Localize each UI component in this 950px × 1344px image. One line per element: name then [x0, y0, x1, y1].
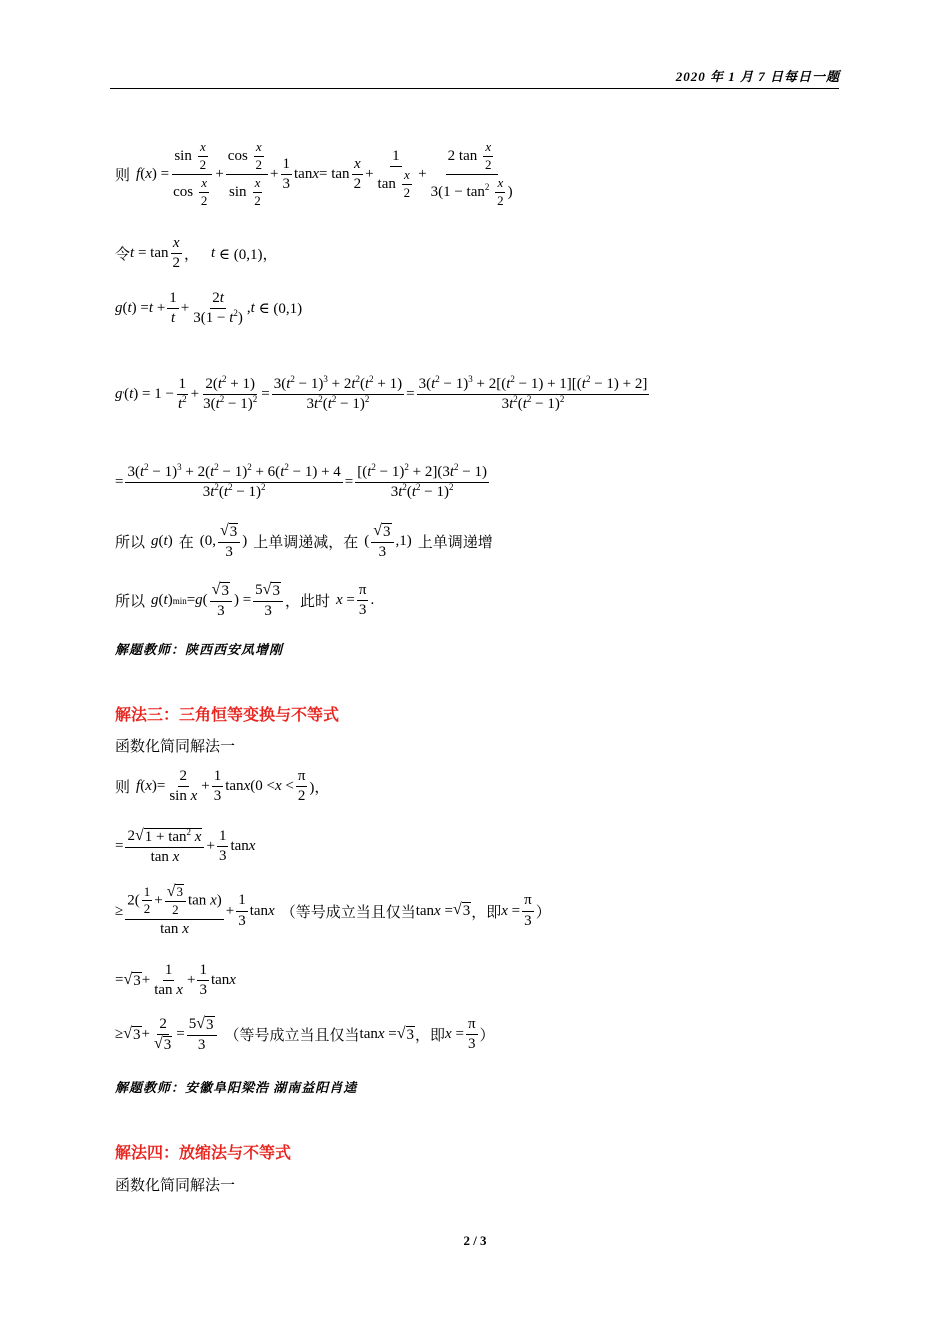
suoyi-label-2: 所以: [115, 594, 146, 611]
fx-expression: 则 f ( x ) = sin $\frac{x}{2}$ cos $\frac{x}{2}$ + cos $\frac{x}{2}$ sin $\frac{x}{2}$ + $\frac{1}{3}$ tan x = tan $\frac{x}{2}$ + 1 tan $\frac{x}{2}$ + 2 tan $\frac{x}{2}$ $3(1 - \tan^2$ $\frac{x}{2}$ ): [115, 139, 513, 208]
cishi-label: ，此时: [284, 594, 330, 611]
suoyi-label: 所以: [115, 535, 146, 552]
equality-note-2: （等号成立当且仅当: [224, 1028, 360, 1045]
gt-definition: g ( t ) = t + $\frac{1}{t}$ + $\frac{2t}{3(1 - t^2)}$ , t ∈ (0,1): [115, 290, 303, 327]
increasing-label: 上单调递增: [417, 535, 493, 552]
close-paren: ）: [535, 904, 551, 921]
close-paren-2: ）: [479, 1028, 495, 1045]
substitution-line: 令 t = tan $\frac{x}{2}$ ， t ∈ (0,1)，: [115, 235, 278, 272]
solution4-intro: 函数化简同解法一: [115, 1178, 236, 1194]
minimum-line: 所以 g ( t ) min = g ( √ 3 3 ) = 5 √ 3 3 ，此时 x = $\frac{\pi}{3}$ .: [115, 581, 375, 619]
solution4-heading: 解法四：放缩法与不等式: [115, 1143, 292, 1162]
sol3-step3: = √ 3 + $\frac{1}{\text{tan x}}$ + $\frac{1}{3}$ tan x: [115, 962, 236, 999]
ling-label: 令: [115, 247, 131, 264]
sol3-step2: ≥ 2( $\frac{1}{2}$ + √ 3 2 tan x) tan x + $\frac{1}{3}$ tan x （等号成立当且仅当 tan x = √ 3 ，即 x = $\frac{\pi}{3}$ ）: [115, 883, 551, 937]
sol3-step4: ≥ √ 3 + 2 √ 3 = 5 √ 3 3 （等号成立当且仅当 tan x = √ 3 ，即 x = $\frac{\pi}{3}$ ）: [115, 1015, 495, 1054]
gt-derivative-cont: = $\frac{3(t^2 - 1)^3 + 2(t^2 - 1)^2 + 6(t^2 - 1) + 4}{3t^2(t^2 - 1)^2}$ = $\frac{[(t^2 - 1)^2 + 2](3t^2 - 1)}{3t^2(t^2 - 1)^2}$: [115, 462, 487, 501]
ji-label: ，即: [471, 904, 502, 921]
decreasing-label: 上单调递减，在: [253, 535, 359, 552]
monotonicity-line: 所以 g ( t ) 在 (0, √ 3 3 ) 上单调递减，在 ( √ 3 3 ,1) 上单调递增: [115, 522, 493, 560]
sol3-step1: = 2 √ $1 + \tan^2 x$ tan x + $\frac{1}{3}$ tan x: [115, 827, 256, 865]
teacher-credit-3: 解题教师：安徽阜阳梁浩 湖南益阳肖逵: [115, 1080, 358, 1095]
solution3-intro: 函数化简同解法一: [115, 739, 236, 755]
document-header: 2020 年 1 月 7 日每日一题: [675, 69, 840, 84]
zai-label: 在: [178, 535, 194, 552]
ze-label: 则: [115, 167, 131, 184]
ji-label-2: ，即: [415, 1028, 446, 1045]
header-rule: [110, 88, 839, 89]
equality-note: （等号成立当且仅当: [280, 904, 416, 921]
gt-derivative: g ' ( t ) = 1 − $\frac{1}{t^2}$ + $\frac{2(t^2 + 1)}{3(t^2 - 1)^2}$ = $\frac{3(t^2 - 1)^3 + 2t^2(t^2 + 1)}{3t^2(t^2 - 1)^2}$ = $\frac{3(t^2 - 1)^3 + 2[(t^2 - 1) + 1][(t^2 - 1) + 2]}{3t^2(t^2 - 1)^2}$: [115, 374, 648, 413]
ze-label-3: 则: [115, 780, 131, 797]
page-number: 2 / 3: [463, 1233, 487, 1248]
sol3-fx: 则 f ( x )= $\frac{2}{\text{sin x}}$ + $\frac{1}{3}$ tan x (0 < x < $\frac{\pi}{2}$ )，: [115, 768, 330, 805]
teacher-credit-2: 解题教师：陕西西安凤增刚: [115, 642, 284, 657]
solution3-heading: 解法三：三角恒等变换与不等式: [115, 705, 340, 724]
